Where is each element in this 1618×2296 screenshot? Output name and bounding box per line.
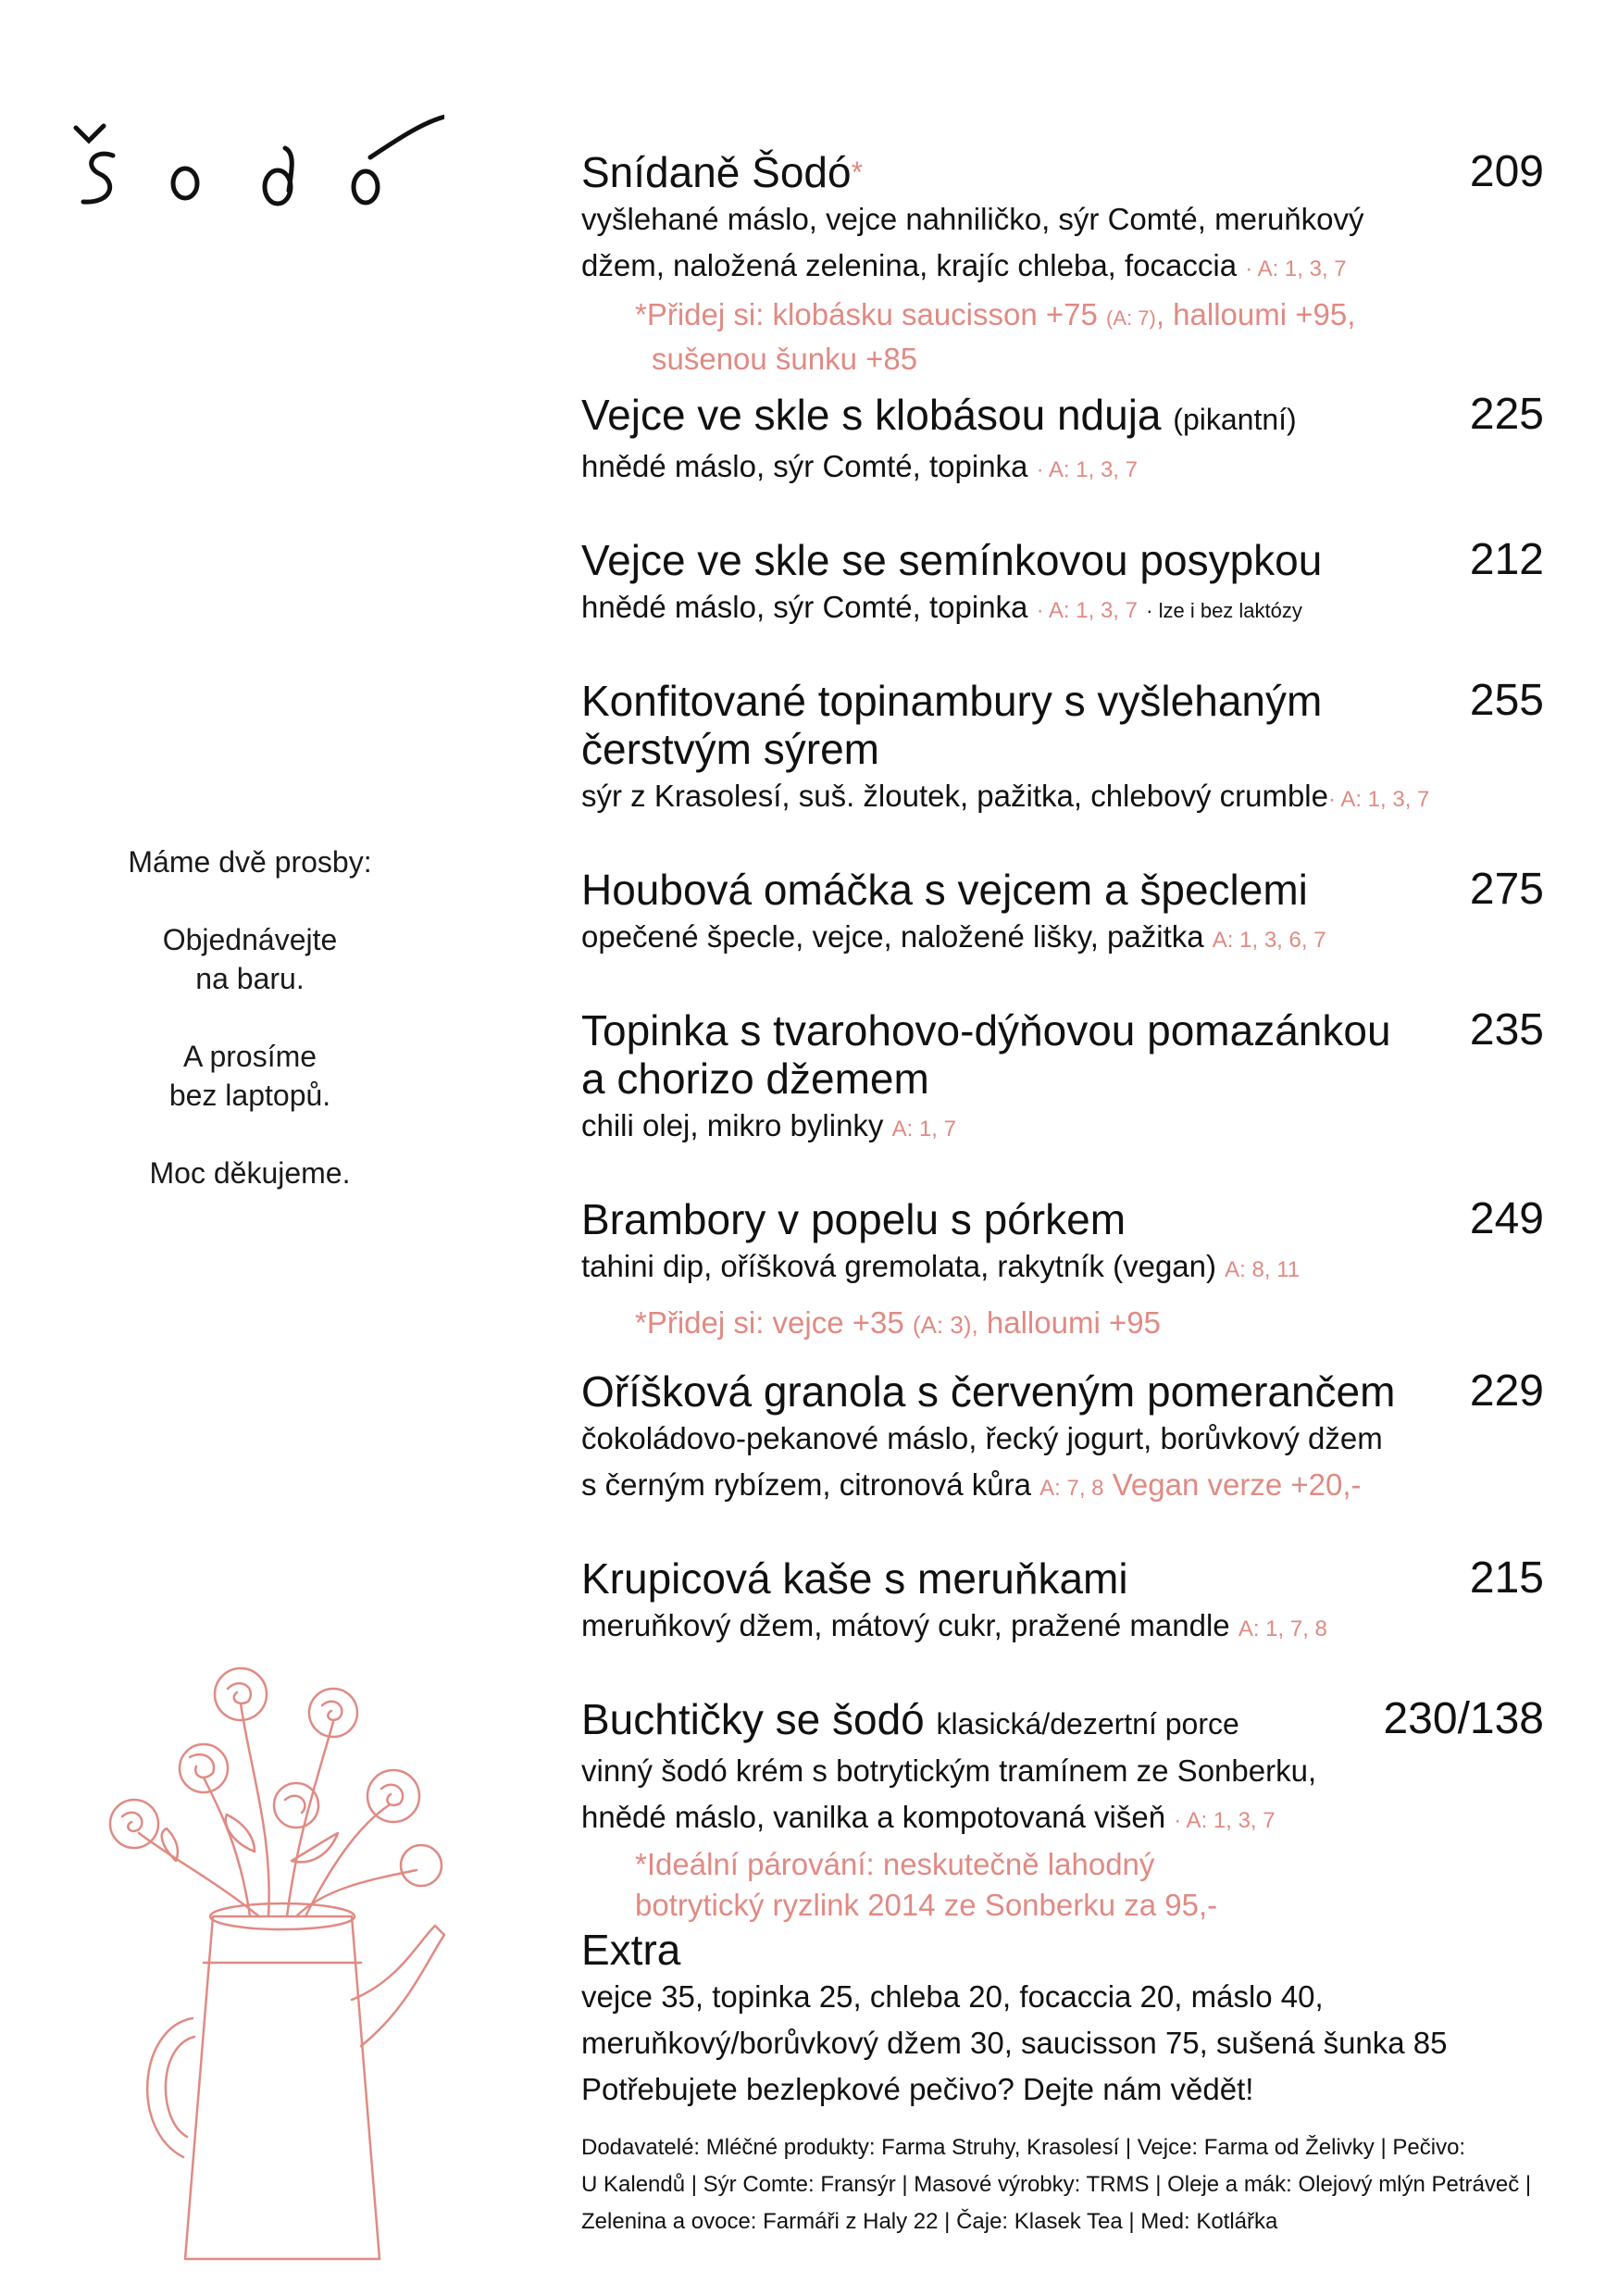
- item-addon: *Přidej si: klobásku saucisson +75 (A: 7), halloumi +95, sušenou šunku +85: [635, 297, 1356, 376]
- allergen-info: · A: 1, 3, 7: [1328, 787, 1430, 812]
- pairing-note: *Ideální párování: neskutečně lahodný botrytický ryzlink 2014 ze Sonberku za 95,-: [635, 1847, 1218, 1922]
- menu-list: [581, 148, 1544, 2240]
- menu-item: [581, 1367, 1544, 1512]
- flower-vase-icon: [65, 1648, 472, 2277]
- item-price: 229: [1469, 1366, 1544, 1416]
- extra-title: Extra: [581, 1926, 681, 1974]
- menu-item: [581, 1695, 1544, 1926]
- allergen-info: A: 1, 7: [891, 1117, 956, 1142]
- item-description: tahini dip, oříšková gremolata, rakytník (vegan) A: 8, 11: [581, 1249, 1301, 1283]
- menu-item: [581, 1554, 1544, 1653]
- item-price: 255: [1469, 676, 1544, 725]
- item-title: Vejce ve skle s klobásou nduja (pikantní): [581, 391, 1297, 439]
- item-title: Brambory v popelu s pórkem: [581, 1195, 1126, 1243]
- allergen-info: · A: 1, 3, 7: [1245, 256, 1347, 281]
- allergen-info: · A: 1, 3, 7: [1036, 598, 1138, 623]
- allergen-info: · A: 1, 3, 7: [1174, 1808, 1276, 1833]
- item-description: hnědé máslo, sýr Comté, topinka · A: 1, 3, 7 · lze i bez laktózy: [581, 590, 1302, 624]
- item-price: 275: [1469, 865, 1544, 914]
- item-description: opečené špecle, vejce, naložené lišky, pažitka A: 1, 3, 6, 7: [581, 919, 1326, 954]
- item-price: 249: [1469, 1194, 1544, 1243]
- item-title: Konfitované topinambury s vyšlehaným čerstvým sýrem: [581, 677, 1323, 773]
- item-description: meruňkový džem, mátový cukr, pražené mandle A: 1, 7, 8: [581, 1608, 1327, 1642]
- item-description: čokoládovo-pekanové máslo, řecký jogurt, borůvkový džem s černým rybízem, citronová kůra A: 7, 8 Vegan verze +20,-: [581, 1421, 1383, 1502]
- sidebar-line: A prosíme bez laptopů.: [168, 1040, 331, 1112]
- item-price: 215: [1469, 1554, 1544, 1603]
- item-price: 235: [1469, 1005, 1544, 1054]
- item-addon: *Přidej si: vejce +35 (A: 3), halloumi +95: [635, 1305, 1161, 1340]
- sidebar-line: Objednávejte na baru.: [162, 923, 338, 995]
- item-description: vinný šodó krém s botrytickým tramínem ze Sonberku, hnědé máslo, vanilka a kompotovaná višeň · A: 1, 3, 7: [581, 1753, 1317, 1834]
- item-title: Oříšková granola s červeným pomerančem: [581, 1367, 1396, 1416]
- suppliers-info: Dodavatelé: Mléčné produkty: Farma Struhy, Krasolesí | Vejce: Farma od Želivky | Pečivo: U Kalendů | Sýr Comte: Fransýr | Masové výrobky: TRMS | Oleje a mák: Olejový mlýn Petráveč | Zelenina a ovoce: Farmáři z Haly 22 | Čaje: Klasek Tea | Med: Kotlářka: [581, 2135, 1532, 2234]
- extra-section: [581, 1926, 1544, 2113]
- menu-item: [581, 866, 1544, 964]
- menu-item: [581, 677, 1544, 823]
- allergen-info: A: 1, 3, 6, 7: [1212, 928, 1326, 953]
- sidebar-notice: [74, 842, 426, 1231]
- item-description: sýr z Krasolesí, suš. žloutek, pažitka, chlebový crumble· A: 1, 3, 7: [581, 779, 1430, 813]
- item-description: vyšlehané máslo, vejce nahniličko, sýr Comté, meruňkový džem, naložená zelenina, krajíc chleba, focaccia · A: 1, 3, 7: [581, 202, 1364, 282]
- logo: [56, 102, 444, 222]
- menu-item: [581, 1006, 1544, 1153]
- sidebar-line: Máme dvě prosby:: [128, 845, 372, 879]
- sidebar-line: Moc děkujeme.: [149, 1156, 351, 1190]
- menu-item: [581, 391, 1544, 493]
- item-title: Houbová omáčka s vejcem a špeclemi: [581, 866, 1308, 914]
- menu-item: [581, 1195, 1544, 1345]
- flower-vase-illustration: [65, 1648, 472, 2277]
- vegan-option: Vegan verze +20,-: [1112, 1467, 1362, 1502]
- logo-handwritten: [56, 102, 444, 222]
- item-title: Topinka s tvarohovo-dýňovou pomazánkou a chorizo džemem: [581, 1006, 1391, 1103]
- extra-list: vejce 35, topinka 25, chleba 20, focaccia 20, máslo 40, meruňkový/borůvkový džem 30, saucisson 75, sušená šunka 85 Potřebujete bezlepkové pečivo? Dejte nám vědět!: [581, 1979, 1448, 2106]
- allergen-info: A: 8, 11: [1225, 1257, 1301, 1282]
- item-title: Buchtičky se šodó klasická/dezertní porce: [581, 1695, 1239, 1743]
- item-price: 209: [1469, 147, 1544, 196]
- allergen-info: A: 1, 7, 8: [1238, 1616, 1327, 1641]
- item-price: 225: [1469, 390, 1544, 439]
- item-title: Vejce ve skle se semínkovou posypkou: [581, 536, 1323, 584]
- menu-item: [581, 148, 1544, 380]
- allergen-info: · A: 1, 3, 7: [1036, 457, 1138, 482]
- item-price: 212: [1469, 535, 1544, 584]
- item-price: 230/138: [1383, 1694, 1544, 1743]
- item-title: Snídaně Šodó*: [581, 148, 864, 196]
- allergen-info: A: 7, 8: [1039, 1476, 1104, 1501]
- menu-item: [581, 536, 1544, 634]
- item-description: chili olej, mikro bylinky A: 1, 7: [581, 1108, 956, 1142]
- item-description: hnědé máslo, sýr Comté, topinka · A: 1, 3, 7: [581, 449, 1138, 483]
- lactose-note: · lze i bez laktózy: [1146, 599, 1302, 622]
- item-title: Krupicová kaše s meruňkami: [581, 1554, 1128, 1603]
